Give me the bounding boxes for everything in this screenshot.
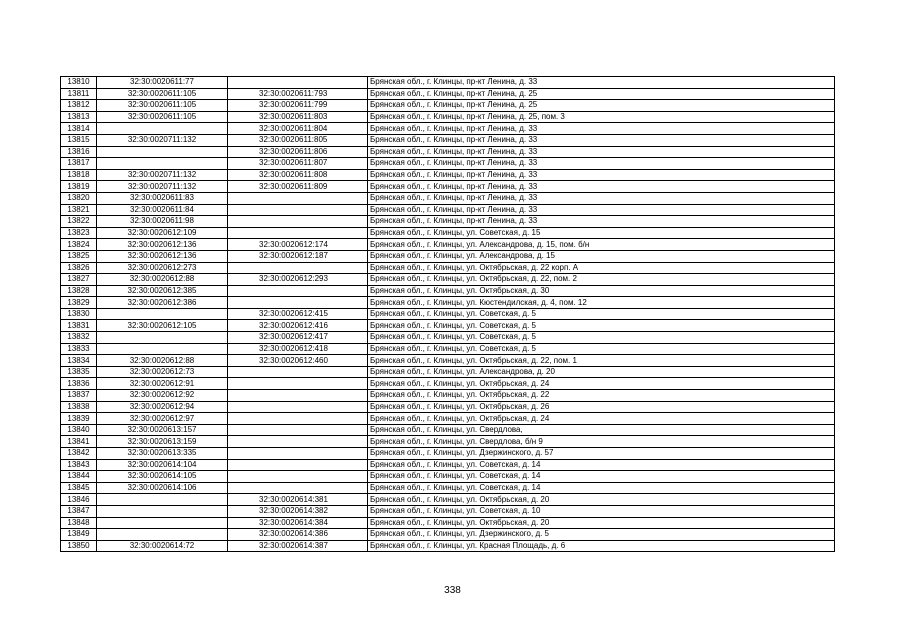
address-cell: Брянская обл., г. Клинцы, ул. Советская, д. 5	[368, 320, 835, 332]
object-cadastral-number-cell: 32:30:0020612:174	[228, 239, 368, 251]
address-cell: Брянская обл., г. Клинцы, пр-кт Ленина, д. 33	[368, 134, 835, 146]
parcel-cadastral-number-cell: 32:30:0020612:88	[97, 355, 228, 367]
row-number-cell: 13829	[61, 297, 97, 309]
address-cell: Брянская обл., г. Клинцы, пр-кт Ленина, д. 33	[368, 146, 835, 158]
address-cell: Брянская обл., г. Клинцы, ул. Александрова, д. 15	[368, 250, 835, 262]
address-cell: Брянская обл., г. Клинцы, ул. Советская, д. 14	[368, 459, 835, 471]
address-cell: Брянская обл., г. Клинцы, ул. Советская, д. 14	[368, 471, 835, 483]
object-cadastral-number-cell	[228, 471, 368, 483]
parcel-cadastral-number-cell: 32:30:0020611:105	[97, 88, 228, 100]
object-cadastral-number-cell: 32:30:0020612:417	[228, 332, 368, 344]
row-number-cell: 13844	[61, 471, 97, 483]
row-number-cell: 13848	[61, 517, 97, 529]
parcel-cadastral-number-cell: 32:30:0020612:91	[97, 378, 228, 390]
parcel-cadastral-number-cell	[97, 517, 228, 529]
table-row	[61, 366, 835, 378]
table-row	[61, 134, 835, 146]
address-cell: Брянская обл., г. Клинцы, ул. Октябрьская, д. 20	[368, 517, 835, 529]
object-cadastral-number-cell: 32:30:0020611:807	[228, 158, 368, 170]
object-cadastral-number-cell	[228, 285, 368, 297]
parcel-cadastral-number-cell: 32:30:0020711:132	[97, 134, 228, 146]
row-number-cell: 13846	[61, 494, 97, 506]
row-number-cell: 13830	[61, 308, 97, 320]
address-cell: Брянская обл., г. Клинцы, пр-кт Ленина, д. 33	[368, 192, 835, 204]
address-cell: Брянская обл., г. Клинцы, ул. Дзержинского, д. 5	[368, 529, 835, 541]
row-number-cell: 13815	[61, 134, 97, 146]
table-row	[61, 250, 835, 262]
row-number-cell: 13839	[61, 413, 97, 425]
table-row	[61, 100, 835, 112]
row-number-cell: 13811	[61, 88, 97, 100]
address-cell: Брянская обл., г. Клинцы, ул. Октябрьская, д. 22, пом. 1	[368, 355, 835, 367]
object-cadastral-number-cell: 32:30:0020611:809	[228, 181, 368, 193]
object-cadastral-number-cell: 32:30:0020614:386	[228, 529, 368, 541]
parcel-cadastral-number-cell: 32:30:0020611:83	[97, 192, 228, 204]
address-cell: Брянская обл., г. Клинцы, пр-кт Ленина, д. 33	[368, 77, 835, 89]
parcel-cadastral-number-cell: 32:30:0020612:73	[97, 366, 228, 378]
table-row	[61, 471, 835, 483]
row-number-cell: 13827	[61, 274, 97, 286]
object-cadastral-number-cell	[228, 378, 368, 390]
address-cell: Брянская обл., г. Клинцы, пр-кт Ленина, д. 25, пом. 3	[368, 111, 835, 123]
address-cell: Брянская обл., г. Клинцы, ул. Кюстендилская, д. 4, пом. 12	[368, 297, 835, 309]
address-cell: Брянская обл., г. Клинцы, ул. Александрова, д. 20	[368, 366, 835, 378]
parcel-cadastral-number-cell: 32:30:0020611:105	[97, 100, 228, 112]
table-row	[61, 517, 835, 529]
parcel-cadastral-number-cell	[97, 529, 228, 541]
row-number-cell: 13836	[61, 378, 97, 390]
parcel-cadastral-number-cell: 32:30:0020611:77	[97, 77, 228, 89]
table-row	[61, 424, 835, 436]
table-row	[61, 308, 835, 320]
table-row	[61, 146, 835, 158]
row-number-cell: 13813	[61, 111, 97, 123]
parcel-cadastral-number-cell	[97, 308, 228, 320]
table-row	[61, 448, 835, 460]
object-cadastral-number-cell	[228, 192, 368, 204]
row-number-cell: 13822	[61, 216, 97, 228]
table-row	[61, 540, 835, 552]
address-cell: Брянская обл., г. Клинцы, ул. Советская, д. 14	[368, 482, 835, 494]
address-cell: Брянская обл., г. Клинцы, ул. Советская, д. 10	[368, 505, 835, 517]
address-cell: Брянская обл., г. Клинцы, ул. Октябрьская, д. 30	[368, 285, 835, 297]
parcel-cadastral-number-cell: 32:30:0020611:98	[97, 216, 228, 228]
table-row	[61, 88, 835, 100]
parcel-cadastral-number-cell: 32:30:0020612:92	[97, 390, 228, 402]
row-number-cell: 13845	[61, 482, 97, 494]
table-row	[61, 274, 835, 286]
address-cell: Брянская обл., г. Клинцы, пр-кт Ленина, д. 33	[368, 181, 835, 193]
object-cadastral-number-cell: 32:30:0020611:806	[228, 146, 368, 158]
row-number-cell: 13847	[61, 505, 97, 517]
parcel-cadastral-number-cell: 32:30:0020612:94	[97, 401, 228, 413]
address-cell: Брянская обл., г. Клинцы, пр-кт Ленина, д. 33	[368, 204, 835, 216]
object-cadastral-number-cell: 32:30:0020612:187	[228, 250, 368, 262]
row-number-cell: 13814	[61, 123, 97, 135]
row-number-cell: 13837	[61, 390, 97, 402]
table-row	[61, 413, 835, 425]
parcel-cadastral-number-cell	[97, 146, 228, 158]
table-row	[61, 505, 835, 517]
object-cadastral-number-cell: 32:30:0020611:808	[228, 169, 368, 181]
row-number-cell: 13821	[61, 204, 97, 216]
address-cell: Брянская обл., г. Клинцы, ул. Октябрьская, д. 20	[368, 494, 835, 506]
object-cadastral-number-cell: 32:30:0020612:415	[228, 308, 368, 320]
object-cadastral-number-cell	[228, 459, 368, 471]
parcel-cadastral-number-cell: 32:30:0020711:132	[97, 169, 228, 181]
object-cadastral-number-cell	[228, 216, 368, 228]
row-number-cell: 13819	[61, 181, 97, 193]
table-row	[61, 181, 835, 193]
parcel-cadastral-number-cell: 32:30:0020612:88	[97, 274, 228, 286]
object-cadastral-number-cell	[228, 366, 368, 378]
row-number-cell: 13823	[61, 227, 97, 239]
row-number-cell: 13838	[61, 401, 97, 413]
object-cadastral-number-cell	[228, 424, 368, 436]
row-number-cell: 13824	[61, 239, 97, 251]
address-cell: Брянская обл., г. Клинцы, ул. Свердлова,	[368, 424, 835, 436]
row-number-cell: 13835	[61, 366, 97, 378]
parcel-cadastral-number-cell: 32:30:0020612:386	[97, 297, 228, 309]
object-cadastral-number-cell: 32:30:0020612:293	[228, 274, 368, 286]
parcel-cadastral-number-cell: 32:30:0020614:105	[97, 471, 228, 483]
table-row	[61, 320, 835, 332]
row-number-cell: 13810	[61, 77, 97, 89]
parcel-cadastral-number-cell: 32:30:0020612:136	[97, 239, 228, 251]
row-number-cell: 13825	[61, 250, 97, 262]
parcel-cadastral-number-cell: 32:30:0020612:136	[97, 250, 228, 262]
address-cell: Брянская обл., г. Клинцы, ул. Советская, д. 15	[368, 227, 835, 239]
address-cell: Брянская обл., г. Клинцы, ул. Октябрьская, д. 22	[368, 390, 835, 402]
parcel-cadastral-number-cell: 32:30:0020612:273	[97, 262, 228, 274]
address-cell: Брянская обл., г. Клинцы, пр-кт Ленина, д. 33	[368, 216, 835, 228]
object-cadastral-number-cell	[228, 436, 368, 448]
table-row	[61, 401, 835, 413]
object-cadastral-number-cell: 32:30:0020614:382	[228, 505, 368, 517]
address-cell: Брянская обл., г. Клинцы, пр-кт Ленина, д. 33	[368, 169, 835, 181]
table-row	[61, 239, 835, 251]
parcel-cadastral-number-cell: 32:30:0020614:104	[97, 459, 228, 471]
address-cell: Брянская обл., г. Клинцы, ул. Красная Площадь, д. 6	[368, 540, 835, 552]
parcel-cadastral-number-cell	[97, 123, 228, 135]
row-number-cell: 13812	[61, 100, 97, 112]
table-row	[61, 355, 835, 367]
table-row	[61, 390, 835, 402]
register-table-body	[61, 77, 835, 552]
address-cell: Брянская обл., г. Клинцы, ул. Октябрьская, д. 22 корп. А	[368, 262, 835, 274]
row-number-cell: 13843	[61, 459, 97, 471]
object-cadastral-number-cell	[228, 413, 368, 425]
address-cell: Брянская обл., г. Клинцы, пр-кт Ленина, д. 33	[368, 123, 835, 135]
row-number-cell: 13850	[61, 540, 97, 552]
object-cadastral-number-cell: 32:30:0020611:805	[228, 134, 368, 146]
object-cadastral-number-cell: 32:30:0020611:793	[228, 88, 368, 100]
object-cadastral-number-cell	[228, 448, 368, 460]
row-number-cell: 13834	[61, 355, 97, 367]
row-number-cell: 13817	[61, 158, 97, 170]
table-row	[61, 436, 835, 448]
address-cell: Брянская обл., г. Клинцы, ул. Октябрьская, д. 24	[368, 413, 835, 425]
table-row	[61, 459, 835, 471]
parcel-cadastral-number-cell: 32:30:0020612:109	[97, 227, 228, 239]
row-number-cell: 13849	[61, 529, 97, 541]
parcel-cadastral-number-cell: 32:30:0020614:72	[97, 540, 228, 552]
table-row	[61, 494, 835, 506]
table-row	[61, 227, 835, 239]
table-row	[61, 482, 835, 494]
object-cadastral-number-cell: 32:30:0020612:416	[228, 320, 368, 332]
row-number-cell: 13818	[61, 169, 97, 181]
object-cadastral-number-cell	[228, 227, 368, 239]
object-cadastral-number-cell	[228, 297, 368, 309]
table-row	[61, 204, 835, 216]
row-number-cell: 13832	[61, 332, 97, 344]
table-row	[61, 297, 835, 309]
address-cell: Брянская обл., г. Клинцы, пр-кт Ленина, д. 25	[368, 100, 835, 112]
parcel-cadastral-number-cell	[97, 332, 228, 344]
address-cell: Брянская обл., г. Клинцы, пр-кт Ленина, д. 25	[368, 88, 835, 100]
address-cell: Брянская обл., г. Клинцы, ул. Александрова, д. 15, пом. б/н	[368, 239, 835, 251]
object-cadastral-number-cell	[228, 204, 368, 216]
parcel-cadastral-number-cell	[97, 505, 228, 517]
row-number-cell: 13840	[61, 424, 97, 436]
parcel-cadastral-number-cell	[97, 494, 228, 506]
row-number-cell: 13828	[61, 285, 97, 297]
page-number: 338	[444, 585, 461, 596]
table-row	[61, 123, 835, 135]
parcel-cadastral-number-cell: 32:30:0020614:106	[97, 482, 228, 494]
address-cell: Брянская обл., г. Клинцы, ул. Советская, д. 5	[368, 332, 835, 344]
table-row	[61, 262, 835, 274]
table-row	[61, 77, 835, 89]
row-number-cell: 13841	[61, 436, 97, 448]
parcel-cadastral-number-cell	[97, 343, 228, 355]
parcel-cadastral-number-cell: 32:30:0020711:132	[97, 181, 228, 193]
address-cell: Брянская обл., г. Клинцы, ул. Октябрьская, д. 26	[368, 401, 835, 413]
table-row	[61, 332, 835, 344]
object-cadastral-number-cell	[228, 77, 368, 89]
parcel-cadastral-number-cell: 32:30:0020611:84	[97, 204, 228, 216]
table-row	[61, 343, 835, 355]
address-cell: Брянская обл., г. Клинцы, ул. Советская, д. 5	[368, 308, 835, 320]
table-row	[61, 285, 835, 297]
object-cadastral-number-cell	[228, 482, 368, 494]
object-cadastral-number-cell: 32:30:0020612:460	[228, 355, 368, 367]
parcel-cadastral-number-cell: 32:30:0020612:385	[97, 285, 228, 297]
row-number-cell: 13820	[61, 192, 97, 204]
table-row	[61, 158, 835, 170]
row-number-cell: 13826	[61, 262, 97, 274]
table-row	[61, 169, 835, 181]
object-cadastral-number-cell	[228, 401, 368, 413]
object-cadastral-number-cell: 32:30:0020614:381	[228, 494, 368, 506]
table-row	[61, 216, 835, 228]
table-row	[61, 111, 835, 123]
row-number-cell: 13842	[61, 448, 97, 460]
row-number-cell: 13816	[61, 146, 97, 158]
object-cadastral-number-cell: 32:30:0020611:799	[228, 100, 368, 112]
table-row	[61, 529, 835, 541]
parcel-cadastral-number-cell: 32:30:0020612:105	[97, 320, 228, 332]
address-cell: Брянская обл., г. Клинцы, ул. Октябрьская, д. 24	[368, 378, 835, 390]
parcel-cadastral-number-cell: 32:30:0020611:105	[97, 111, 228, 123]
object-cadastral-number-cell	[228, 390, 368, 402]
address-cell: Брянская обл., г. Клинцы, пр-кт Ленина, д. 33	[368, 158, 835, 170]
address-cell: Брянская обл., г. Клинцы, ул. Дзержинского, д. 57	[368, 448, 835, 460]
parcel-cadastral-number-cell: 32:30:0020613:335	[97, 448, 228, 460]
table-row	[61, 192, 835, 204]
object-cadastral-number-cell	[228, 262, 368, 274]
parcel-cadastral-number-cell: 32:30:0020613:157	[97, 424, 228, 436]
table-row	[61, 378, 835, 390]
object-cadastral-number-cell: 32:30:0020612:418	[228, 343, 368, 355]
object-cadastral-number-cell: 32:30:0020614:387	[228, 540, 368, 552]
row-number-cell: 13831	[61, 320, 97, 332]
object-cadastral-number-cell: 32:30:0020611:803	[228, 111, 368, 123]
object-cadastral-number-cell: 32:30:0020611:804	[228, 123, 368, 135]
object-cadastral-number-cell: 32:30:0020614:384	[228, 517, 368, 529]
address-cell: Брянская обл., г. Клинцы, ул. Свердлова, б/н 9	[368, 436, 835, 448]
parcel-cadastral-number-cell	[97, 158, 228, 170]
register-table	[60, 76, 835, 552]
address-cell: Брянская обл., г. Клинцы, ул. Октябрьская, д. 22, пом. 2	[368, 274, 835, 286]
parcel-cadastral-number-cell: 32:30:0020613:159	[97, 436, 228, 448]
parcel-cadastral-number-cell: 32:30:0020612:97	[97, 413, 228, 425]
address-cell: Брянская обл., г. Клинцы, ул. Советская, д. 5	[368, 343, 835, 355]
row-number-cell: 13833	[61, 343, 97, 355]
